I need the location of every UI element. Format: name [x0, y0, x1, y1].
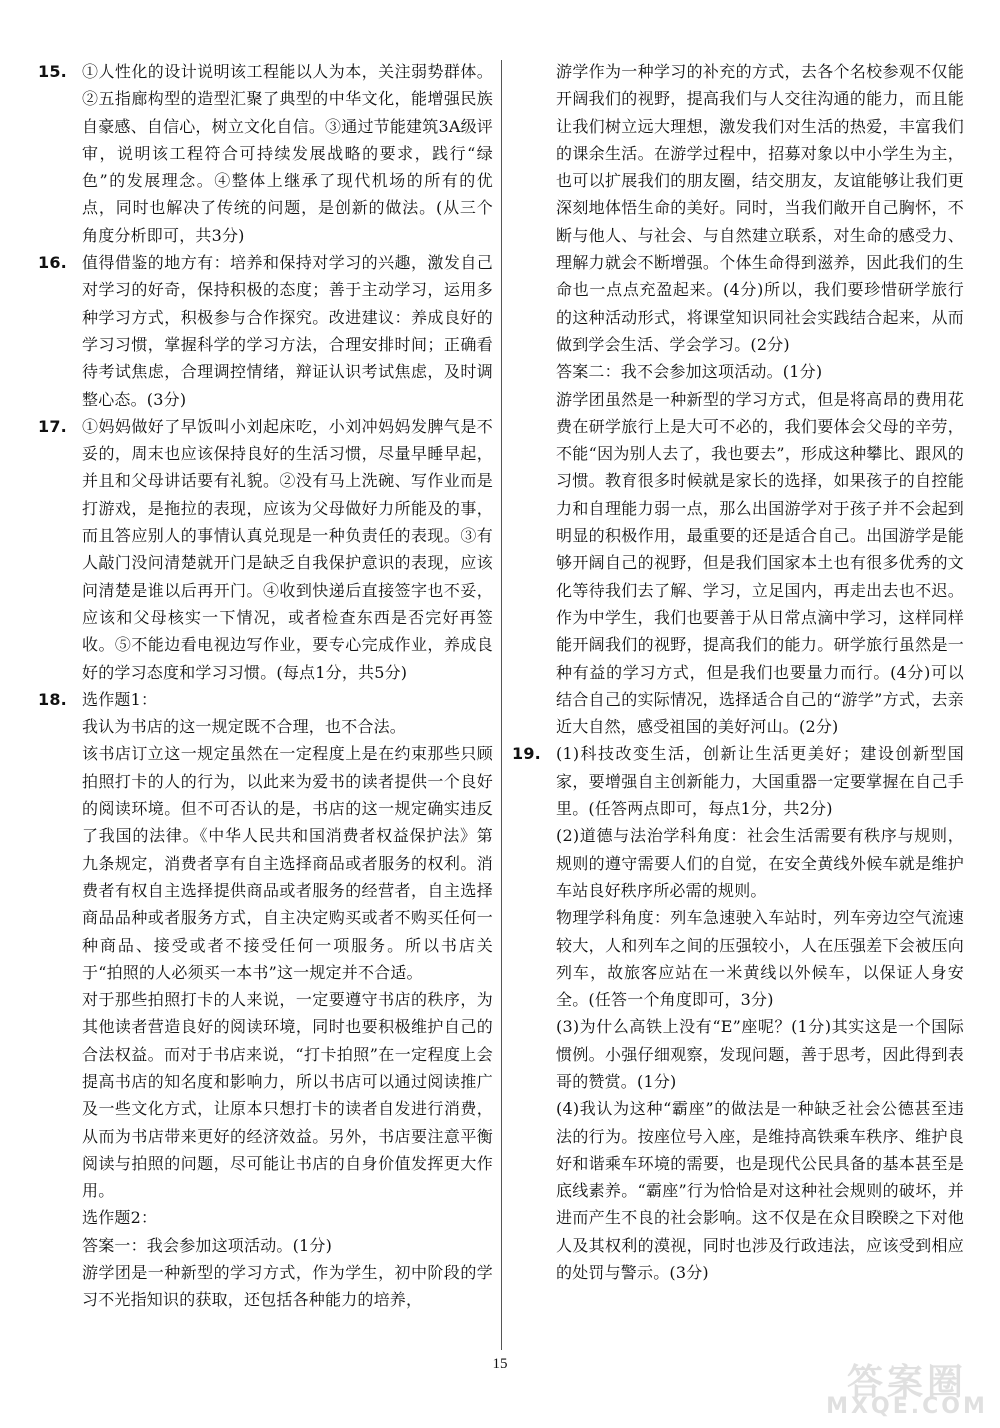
question-number: 18.	[38, 689, 67, 709]
answer-paragraph: 我认为书店的这一规定既不合理，也不合法。	[82, 717, 407, 737]
answer-paragraph: 物理学科角度：列车急速驶入车站时，列车旁边空气流速较大，人和列车之间的压强较小，人在压强差下会被压向列车，故旅客应站在一米黄线以外候车，以保证人身安全。(任答一个角度即可，3分)	[556, 908, 964, 1010]
question-number: 17.	[38, 416, 67, 436]
question-number: 15.	[38, 62, 67, 81]
answer-item	[38, 249, 493, 413]
watermark-logo	[822, 1354, 992, 1424]
watermark-text-bottom: MXQE.COM	[826, 1394, 988, 1419]
answer-paragraph: 游学团是一种新型的学习方式，作为学生，初中阶段的学习不光指知识的获取，还包括各种能力的培养，	[82, 1263, 493, 1310]
column-divider	[501, 60, 502, 1350]
answer-paragraph: ①妈妈做好了早饭叫小刘起床吃，小刘冲妈妈发脾气是不妥的，周末也应该保持良好的生活习惯，尽量早睡早起，并且和父母讲话要有礼貌。②没有马上洗碗、写作业而是打游戏，是拖拉的表现，应该为父母做好力所能及的事，而且答应别人的事情认真兑现是一种负责任的表现。③有人敲门没问清楚就开门是缺乏自我保护意识的表现，应该问清楚是谁以后再开门。④收到快递后直接签字也不妥，应该和父母核实一下情况，或者检查东西是否完好再签收。⑤不能边看电视边写作业，要专心完成作业，养成良好的学习态度和学习习惯。(每点1分，共5分)	[82, 416, 493, 682]
answer-paragraph: (3)为什么高铁上没有“E”座呢？(1分)其实这是一个国际惯例。小强仔细观察，发现问题，善于思考，因此得到表哥的赞赏。(1分)	[556, 1017, 964, 1091]
answer-paragraph: 值得借鉴的地方有：培养和保持对学习的兴趣，激发自己对学习的好奇，保持积极的态度；善于主动学习，运用多种学习方式，积极参与合作探究。改进建议：养成良好的学习习惯，掌握科学的学习方法，合理安排时间；正确看待考试焦虑，合理调控情绪，辩证认识考试焦虑，及时调整心态。(3分)	[82, 253, 493, 409]
answer-paragraph: 游学作为一种学习的补充的方式，去各个名校参观不仅能开阔我们的视野，提高我们与人交往沟通的能力，而且能让我们树立远大理想，激发我们对生活的热爱，丰富我们的课余生活。在游学过程中，招募对象以中小学生为主，也可以扩展我们的朋友圈，结交朋友，友谊能够让我们更深刻地体悟生命的美好。同时，当我们敞开自己胸怀，不断与他人、与社会、与自然建立联系，对生命的感受力、理解力就会不断增强。个体生命得到滋养，因此我们的生命也一点点充盈起来。(4分)所以，我们要珍惜研学旅行的这种活动形式，将课堂知识同社会实践结合起来，从而做到学会生活、学会学习。(2分)	[556, 62, 964, 354]
right-column	[512, 58, 964, 1356]
answer-paragraph: 对于那些拍照打卡的人来说，一定要遵守书店的秩序，为其他读者营造良好的阅读环境，同时也要积极维护自己的合法权益。而对于书店来说，“打卡拍照”在一定程度上会提高书店的知名度和影响力，所以书店可以通过阅读推广及一些文化方式，让原本只想打卡的读者自发进行消费，从而为书店带来更好的经济效益。另外，书店要注意平衡阅读与拍照的问题，尽可能让书店的自身价值发挥更大作用。	[82, 990, 493, 1201]
answer-paragraph: ①人性化的设计说明该工程能以人为本，关注弱势群体。②五指廊构型的造型汇聚了典型的中华文化，能增强民族自豪感、自信心，树立文化自信。③通过节能建筑3A级评审，说明该工程符合可持续发展战略的要求，践行“绿色”的发展理念。④整体上继承了现代机场的所有的优点，同时也解决了传统的问题，是创新的做法。(从三个角度分析即可，共3分)	[82, 62, 493, 245]
answer-paragraph: 游学团虽然是一种新型的学习方式，但是将高昂的费用花费在研学旅行上是大可不必的，我们要体会父母的辛劳，不能“因为别人去了，我也要去”，形成这种攀比、跟风的习惯。教育很多时候就是家长的选择，如果孩子的自控能力和自理能力弱一点，那么出国游学对于孩子并不会起到明显的积极作用，最重要的还是适合自己。出国游学是能够开阔自己的视野，但是我们国家本土也有很多优秀的文化等待我们去了解、学习，立足国内，再走出去也不迟。作为中学生，我们也要善于从日常点滴中学习，这样同样能开阔我们的视野，提高我们的能力。研学旅行虽然是一种有益的学习方式，但是我们也要量力而行。(4分)可以结合自己的实际情况，选择适合自己的“游学”方式，去亲近大自然，感受祖国的美好河山。(2分)	[556, 389, 964, 737]
question-number: 16.	[38, 253, 67, 273]
watermark-text-top: 答案圈	[846, 1362, 967, 1403]
question-number: 19.	[512, 744, 541, 764]
answer-paragraph: 答案二：我不会参加这项活动。(1分)	[556, 362, 823, 382]
page-number: 15	[492, 1356, 508, 1372]
answer-paragraph: 该书店订立这一规定虽然在一定程度上是在约束那些只顾拍照打卡的人的行为，以此来为爱书的读者提供一个良好的阅读环境。但不可否认的是，书店的这一规定确实违反了我国的法律。《中华人民共和国消费者权益保护法》第九条规定，消费者享有自主选择商品或者服务的权利。消费者有权自主选择提供商品或者服务的经营者，自主选择商品品种或者服务方式，自主决定购买或者不购买任何一种商品、接受或者不接受任何一项服务。所以书店关于“拍照的人必须买一本书”这一规定并不合适。	[82, 744, 493, 982]
answer-paragraph: (4)我认为这种“霸座”的做法是一种缺乏社会公德甚至违法的行为。按座位号入座，是维持高铁乘车秩序、维护良好和谐乘车环境的需要，也是现代公民具备的基本甚至是底线素养。“霸座”行为恰恰是对这种社会规则的破坏，并进而产生不良的社会影响。这不仅是在众目睽睽之下对他人及其权利的漠视，同时也涉及行政违法，应该受到相应的处罚与警示。(3分)	[556, 1099, 964, 1283]
answer-item	[38, 413, 493, 686]
left-column	[38, 58, 493, 1356]
answer-paragraph: (2)道德与法治学科角度：社会生活需要有秩序与规则，规则的遵守需要人们的自觉，在安全黄线外候车就是维护车站良好秩序所必需的规则。	[556, 826, 964, 900]
answer-paragraph: 选作题1：	[82, 689, 158, 709]
answer-paragraph: 选作题2：	[82, 1208, 158, 1228]
answer-paragraph: (1)科技改变生活，创新让生活更美好；建设创新型国家，要增强自主创新能力，大国重器一定要掌握在自己手里。(任答两点即可，每点1分，共2分)	[556, 744, 964, 819]
answer-item	[38, 58, 493, 249]
answer-paragraph: 答案一：我会参加这项活动。(1分)	[82, 1235, 333, 1255]
answer-continuation	[512, 58, 964, 740]
answer-item	[38, 686, 493, 1314]
answer-item	[512, 740, 964, 1286]
